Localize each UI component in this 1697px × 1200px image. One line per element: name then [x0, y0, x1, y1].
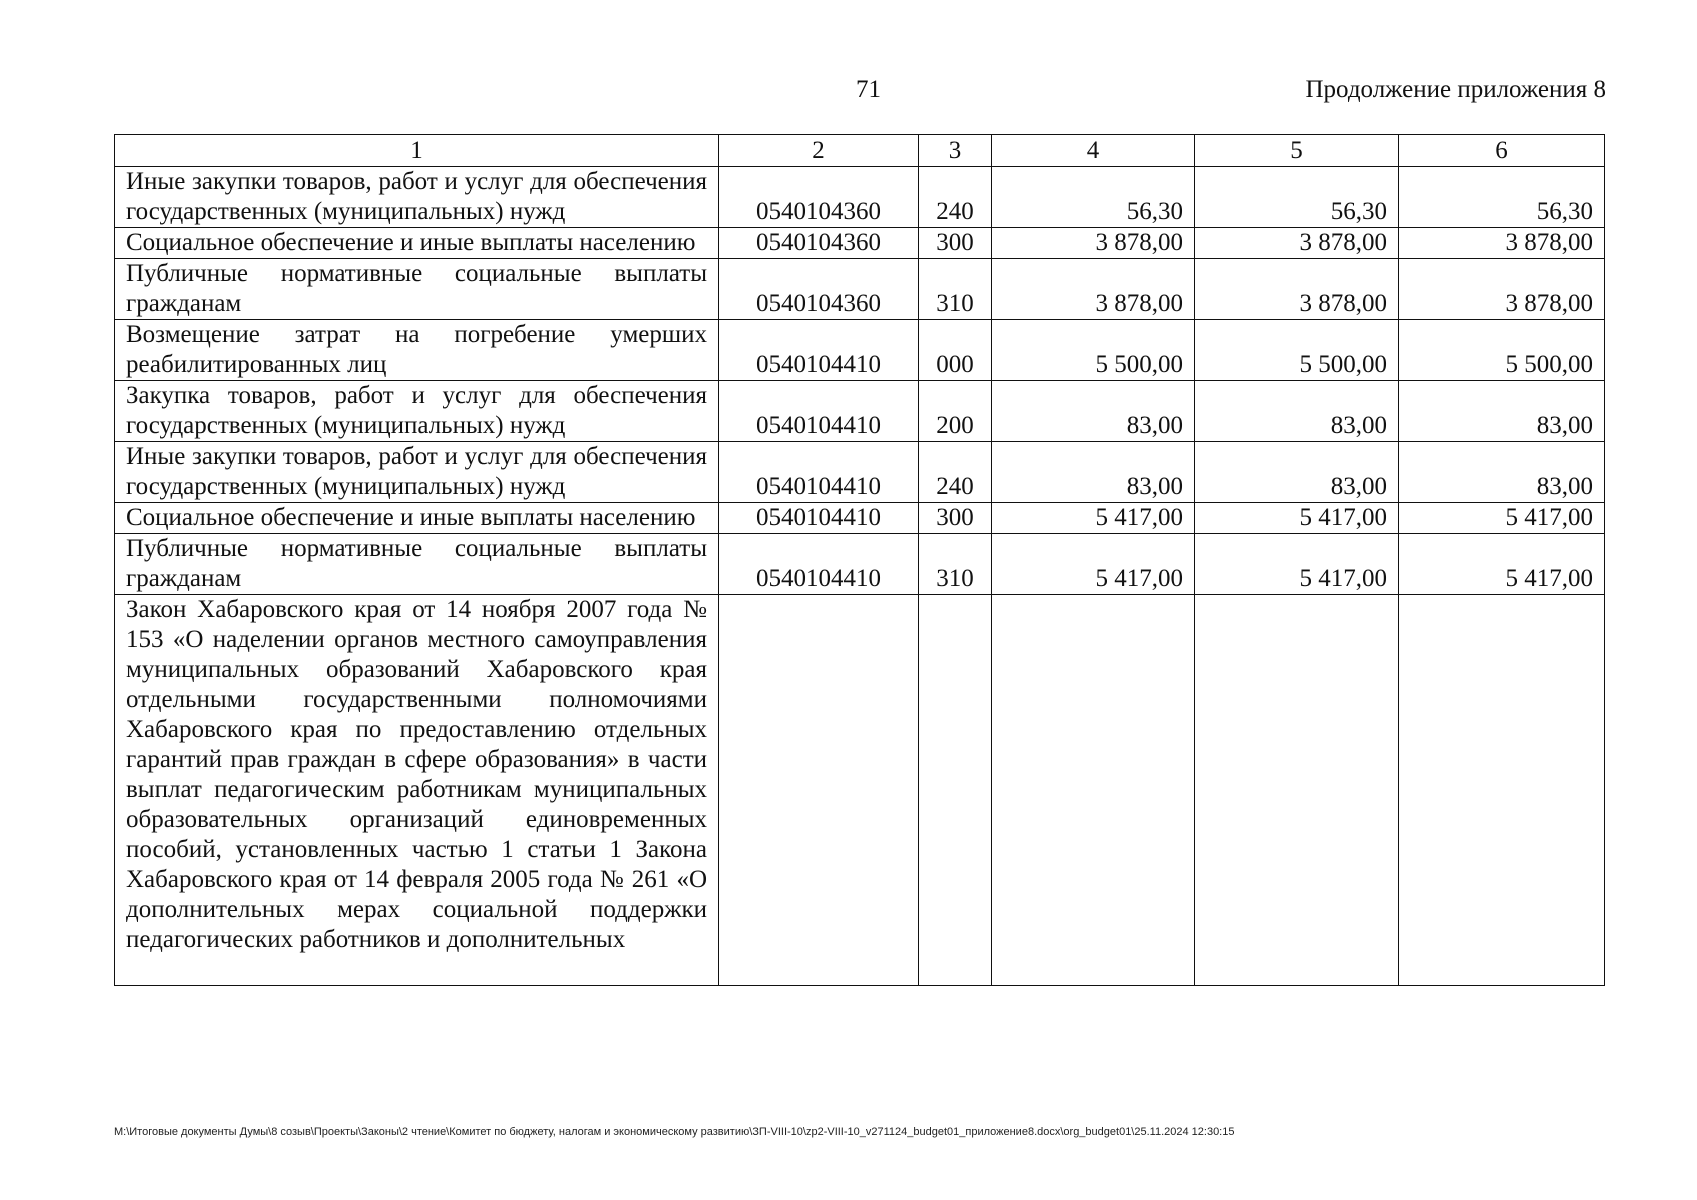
amount-cell: 5 500,00 — [1195, 320, 1399, 381]
target-article-code: 0540104410 — [719, 320, 919, 381]
budget-table — [114, 134, 1605, 986]
file-path-footer: M:\Итоговые документы Думы\8 созыв\Проекты\Законы\2 чтение\Комитет по бюджету, налогам и экономическому развитию\ЗП-VIII-10\zp2-VIII-10_v271124_budget01_приложение8.docx\org_budget01\25.11.2024 12:30:15 — [114, 1126, 1235, 1138]
amount-cell: 3 878,00 — [992, 228, 1195, 259]
amount-cell: 3 878,00 — [1195, 228, 1399, 259]
amount-cell: 5 417,00 — [1399, 503, 1605, 534]
column-header: 5 — [1195, 135, 1399, 167]
column-header: 2 — [719, 135, 919, 167]
amount-cell: 5 417,00 — [1399, 534, 1605, 595]
target-article-code: 0540104360 — [719, 228, 919, 259]
amount-cell: 56,30 — [1195, 167, 1399, 228]
empty-cell — [1399, 595, 1605, 986]
amount-cell: 83,00 — [992, 381, 1195, 442]
amount-cell: 5 417,00 — [1195, 534, 1399, 595]
table-row — [115, 442, 1605, 503]
row-description: Социальное обеспечение и иные выплаты населению — [115, 228, 719, 259]
table-row — [115, 167, 1605, 228]
target-article-code: 0540104410 — [719, 534, 919, 595]
column-header: 3 — [919, 135, 992, 167]
table-row — [115, 503, 1605, 534]
table-row — [115, 381, 1605, 442]
table-row — [115, 534, 1605, 595]
amount-cell: 56,30 — [1399, 167, 1605, 228]
target-article-code: 0540104410 — [719, 503, 919, 534]
table-row — [115, 259, 1605, 320]
expense-type-code: 300 — [919, 228, 992, 259]
amount-cell: 83,00 — [1399, 442, 1605, 503]
target-article-code: 0540104360 — [719, 259, 919, 320]
column-header: 1 — [115, 135, 719, 167]
law-reference-text: Закон Хабаровского края от 14 ноября 2007 года № 153 «О наделении органов местного самоуправления муниципальных образований Хабаровского края отдельными государственными полномочиями Хабаровского края по предоставлению отдельных гарантий прав граждан в сфере образования» в части выплат педагогическим работникам муниципальных образовательных организаций единовременных пособий, установленных частью 1 статьи 1 Закона Хабаровского края от 14 февраля 2005 года № 261 «О дополнительных мерах социальной поддержки педагогических работников и дополнительных — [115, 595, 719, 986]
amount-cell: 5 500,00 — [992, 320, 1195, 381]
amount-cell: 83,00 — [1195, 442, 1399, 503]
table-header-row — [115, 135, 1605, 167]
amount-cell: 3 878,00 — [1399, 259, 1605, 320]
target-article-code: 0540104410 — [719, 381, 919, 442]
empty-cell — [919, 595, 992, 986]
law-reference-row — [115, 595, 1605, 986]
expense-type-code: 310 — [919, 534, 992, 595]
column-header: 4 — [992, 135, 1195, 167]
amount-cell: 5 500,00 — [1399, 320, 1605, 381]
expense-type-code: 240 — [919, 167, 992, 228]
amount-cell: 5 417,00 — [992, 503, 1195, 534]
amount-cell: 83,00 — [1195, 381, 1399, 442]
expense-type-code: 240 — [919, 442, 992, 503]
table-row — [115, 228, 1605, 259]
target-article-code: 0540104360 — [719, 167, 919, 228]
table-row — [115, 320, 1605, 381]
row-description: Возмещение затрат на погребение умерших реабилитированных лиц — [115, 320, 719, 381]
row-description: Иные закупки товаров, работ и услуг для обеспечения государственных (муниципальных) нужд — [115, 442, 719, 503]
empty-cell — [719, 595, 919, 986]
expense-type-code: 200 — [919, 381, 992, 442]
continuation-note: Продолжение приложения 8 — [1305, 76, 1606, 103]
amount-cell: 5 417,00 — [992, 534, 1195, 595]
expense-type-code: 300 — [919, 503, 992, 534]
expense-type-code: 000 — [919, 320, 992, 381]
target-article-code: 0540104410 — [719, 442, 919, 503]
page-number: 71 — [856, 76, 881, 103]
amount-cell: 3 878,00 — [992, 259, 1195, 320]
empty-cell — [1195, 595, 1399, 986]
row-description: Публичные нормативные социальные выплаты гражданам — [115, 259, 719, 320]
amount-cell: 83,00 — [1399, 381, 1605, 442]
row-description: Иные закупки товаров, работ и услуг для обеспечения государственных (муниципальных) нужд — [115, 167, 719, 228]
amount-cell: 56,30 — [992, 167, 1195, 228]
row-description: Социальное обеспечение и иные выплаты населению — [115, 503, 719, 534]
amount-cell: 83,00 — [992, 442, 1195, 503]
row-description: Закупка товаров, работ и услуг для обеспечения государственных (муниципальных) нужд — [115, 381, 719, 442]
amount-cell: 3 878,00 — [1399, 228, 1605, 259]
amount-cell: 3 878,00 — [1195, 259, 1399, 320]
empty-cell — [992, 595, 1195, 986]
column-header: 6 — [1399, 135, 1605, 167]
row-description: Публичные нормативные социальные выплаты гражданам — [115, 534, 719, 595]
expense-type-code: 310 — [919, 259, 992, 320]
amount-cell: 5 417,00 — [1195, 503, 1399, 534]
